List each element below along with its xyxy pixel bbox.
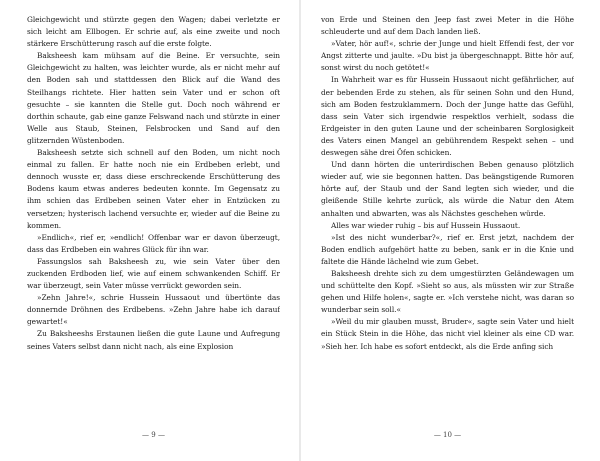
right-paragraph-2: »Vater, hör auf!«, schrie der Junge und hielt Effendi fest, der vor Angst zitterte und jaulte. »Du bist ja übergeschnappt. Bitte hör auf, sonst wirst du noch getötet!« — [321, 39, 574, 73]
left-paragraph-5: Fassungslos sah Baksheesh zu, wie sein Vater über den zuckenden Erdboden lief, wie auf einem schwankenden Schiff. Er war überzeugt, sein Vater müsse verrückt geworden sein. — [27, 256, 280, 291]
right-paragraph-6: »Ist des nicht wunderbar?«, rief er. Erst jetzt, nachdem der Boden endlich aufgehört hatte zu beben, sank er in die Knie und faltete die Hände lächelnd wie zum Gebet. — [321, 232, 574, 266]
book-gutter — [299, 0, 301, 461]
right-paragraph-8: »Weil du mir glauben musst, Bruder«, sagte sein Vater und hielt ein Stück Stein in die Höhe, das nicht viel kleiner als eine CD war. »Sieh her. Ich habe es sofort entdeckt, als die Erde anfing sich — [321, 317, 574, 351]
left-page-number: — 9 — — [142, 431, 165, 439]
left-page — [27, 14, 280, 424]
left-paragraph-4: »Endlich«, rief er, »endlich! Offenbar war er davon überzeugt, dass das Erdbeben ein wahres Glück für ihn war. — [27, 232, 280, 254]
left-paragraph-3: Baksheesh setzte sich schnell auf den Boden, um nicht noch einmal zu fallen. Er hatte noch nie ein Erdbeben erlebt, und dennoch wusste er, dass diese erschreckende Erschütterung des Bodens kaum etwas anderes bedeuten konnte. Im Gegensatz zu ihm schien das Erdbeben seinen Vater eher in Entzücken zu versetzen; hysterisch lachend versuchte er, wieder auf die Beine zu kommen. — [27, 148, 280, 230]
left-paragraph-2: Baksheesh kam mühsam auf die Beine. Er versuchte, sein Gleichgewicht zu halten, was leichter wurde, als er nicht mehr auf den Boden sah und stattdessen den Blick auf die Wand des Steilhangs richtete. Hier hatten sein Vater und er schon oft gesuchte – sie kannten die Stelle gut. Doch noch während er dorthin schaute, gab eine ganze Felswand nach und stürzte in einer Welle aus Staub, Steinen, Felsbrocken und Sand auf den glitzernden Wüstenboden. — [27, 51, 280, 145]
left-paragraph-1: Gleichgewicht und stürzte gegen den Wagen; dabei verletzte er sich leicht am Ellbogen. Er schrie auf, als eine zweite und noch stärkere Erschütterung rasch auf die erste folgte. — [27, 15, 280, 49]
left-paragraph-7: Zu Baksheeshs Erstaunen ließen die gute Laune und Aufregung seines Vaters selbst dann nicht nach, als eine Explosion — [27, 329, 280, 351]
right-page-number: — 10 — — [433, 431, 462, 439]
left-paragraph-6: »Zehn Jahre!«, schrie Hussein Hussaout und übertönte das donnernde Dröhnen des Erdbebens. »Zehn Jahre habe ich darauf gewartet!« — [27, 293, 280, 327]
right-paragraph-4: Und dann hörten die unterirdischen Beben genauso plötzlich wieder auf, wie sie begonnen hatten. Das beängstigende Rumoren hörte auf, der Staub und der Sand legten sich wieder, und die gleißende Stille kehrte zurück, als würde die Natur den Atem anhalten und abwarten, was als Nächstes geschehen würde. — [321, 160, 574, 218]
right-paragraph-1: von Erde und Steinen den Jeep fast zwei Meter in die Höhe schleuderte und auf dem Dach landen ließ. — [321, 15, 574, 37]
right-paragraph-5: Alles war wieder ruhig – bis auf Hussein Hussaout. — [331, 220, 521, 230]
right-page — [321, 14, 574, 424]
right-paragraph-3: In Wahrheit war es für Hussein Hussaout nicht gefährlicher, auf der bebenden Erde zu stehen, als für seinen Sohn und den Hund, sich am Boden festzuklammern. Doch der Junge hatte das Gefühl, dass sein Vater sich irgendwie respektlos verhielt, sodass die Erdgeister in den guten Laune und der scheinbaren Sorglosigkeit des Vaters einen Mangel an gebührendem Respekt sehen – und deswegen sähe drei Öfen schicken. — [321, 75, 574, 158]
right-paragraph-7: Baksheesh drehte sich zu dem umgestürzten Geländewagen um und schüttelte den Kopf. »Sieht so aus, als müssten wir zur Straße gehen und Hilfe holen«, sagte er. »Ich verstehe nicht, was daran so wunderbar sein soll.« — [321, 268, 574, 315]
